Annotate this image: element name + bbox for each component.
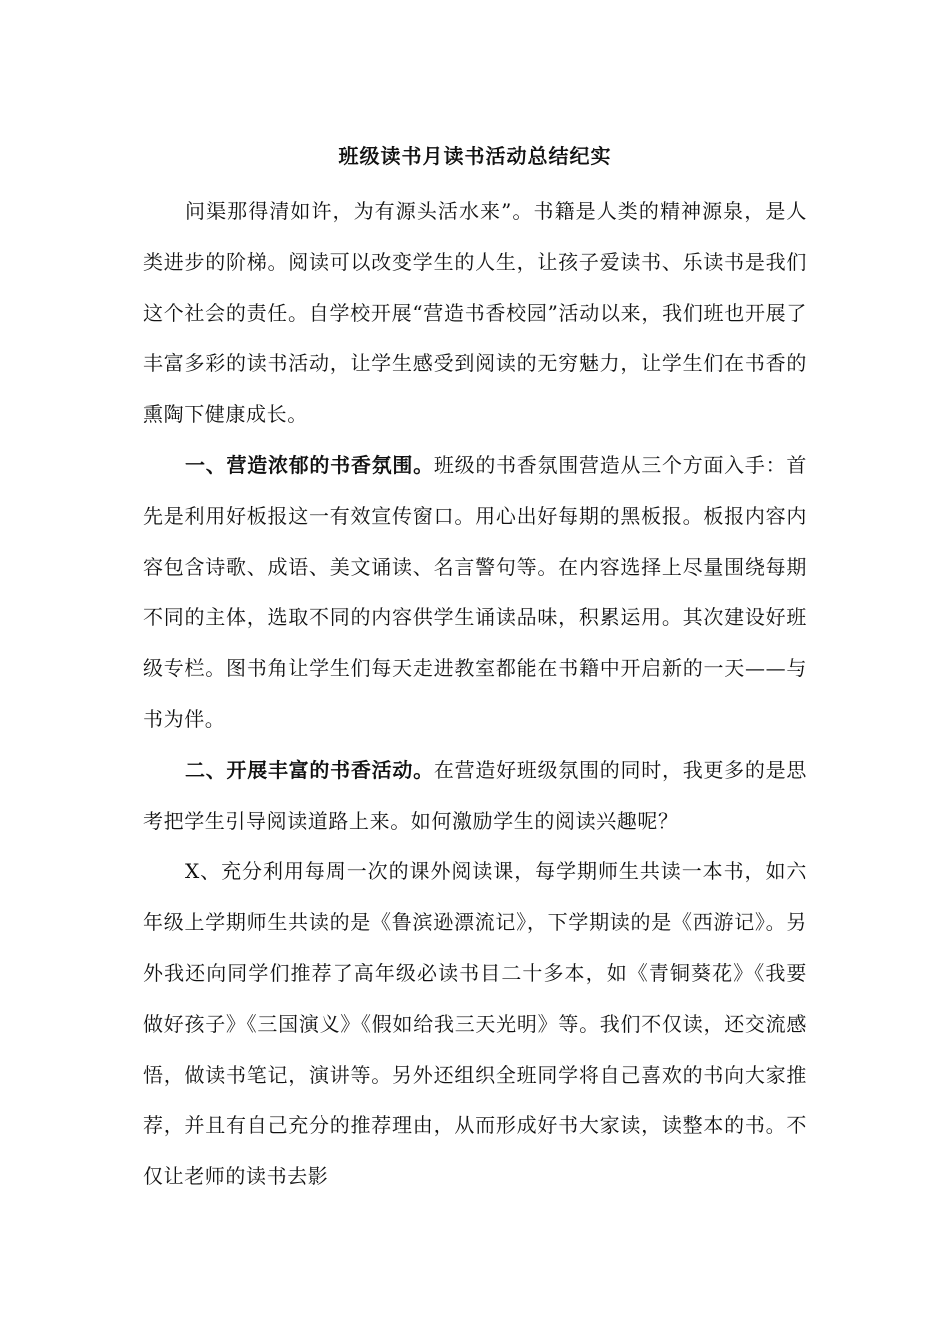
paragraph-intro [143,186,807,440]
document-body [143,186,807,1202]
paragraph-section-2 [143,745,807,847]
paragraph-text: 在营造好班级氛围的同时，我更多的是思考把学生引导阅读道路上来。如何激励学生的阅读兴趣呢？ [143,757,807,833]
paragraph-item-x [143,846,807,1202]
paragraph-text: 班级的书香氛围营造从三个方面入手：首先是利用好板报这一有效宣传窗口。用心出好每期的黑板报。板报内容内容包含诗歌、成语、美文诵读、名言警句等。在内容选择上尽量围绕每期不同的主体，选取不同的内容供学生诵读品味，积累运用。其次建设好班级专栏。图书角让学生们每天走进教室都能在书籍中开启新的一天——与书为伴。 [143,452,807,731]
paragraph-section-1 [143,440,807,745]
section-heading: 二、开展丰富的书香活动。 [185,757,434,782]
section-heading: 一、营造浓郁的书香氛围。 [185,452,434,477]
paragraph-text: 问渠那得清如许，为有源头活水来”。书籍是人类的精神源泉，是人类进步的阶梯。阅读可以改变学生的人生，让孩子爱读书、乐读书是我们这个社会的责任。自学校开展“营造书香校园”活动以来，我们班也开展了丰富多彩的读书活动，让学生感受到阅读的无穷魅力，让学生们在书香的熏陶下健康成长。 [143,199,807,427]
document-title: 班级读书月读书活动总结纪实 [338,144,612,168]
paragraph-text: X、充分利用每周一次的课外阅读课，每学期师生共读一本书，如六年级上学期师生共读的是《鲁滨逊漂流记》，下学期读的是《西游记》。另外我还向同学们推荐了高年级必读书目二十多本，如《青铜葵花》《我要做好孩子》《三国演义》《假如给我三天光明》等。我们不仅读，还交流感悟，做读书笔记，演讲等。另外还组织全班同学将自己喜欢的书向大家推荐，并且有自己充分的推荐理由，从而形成好书大家读，读整本的书。不仅让老师的读书去影 [143,859,807,1189]
